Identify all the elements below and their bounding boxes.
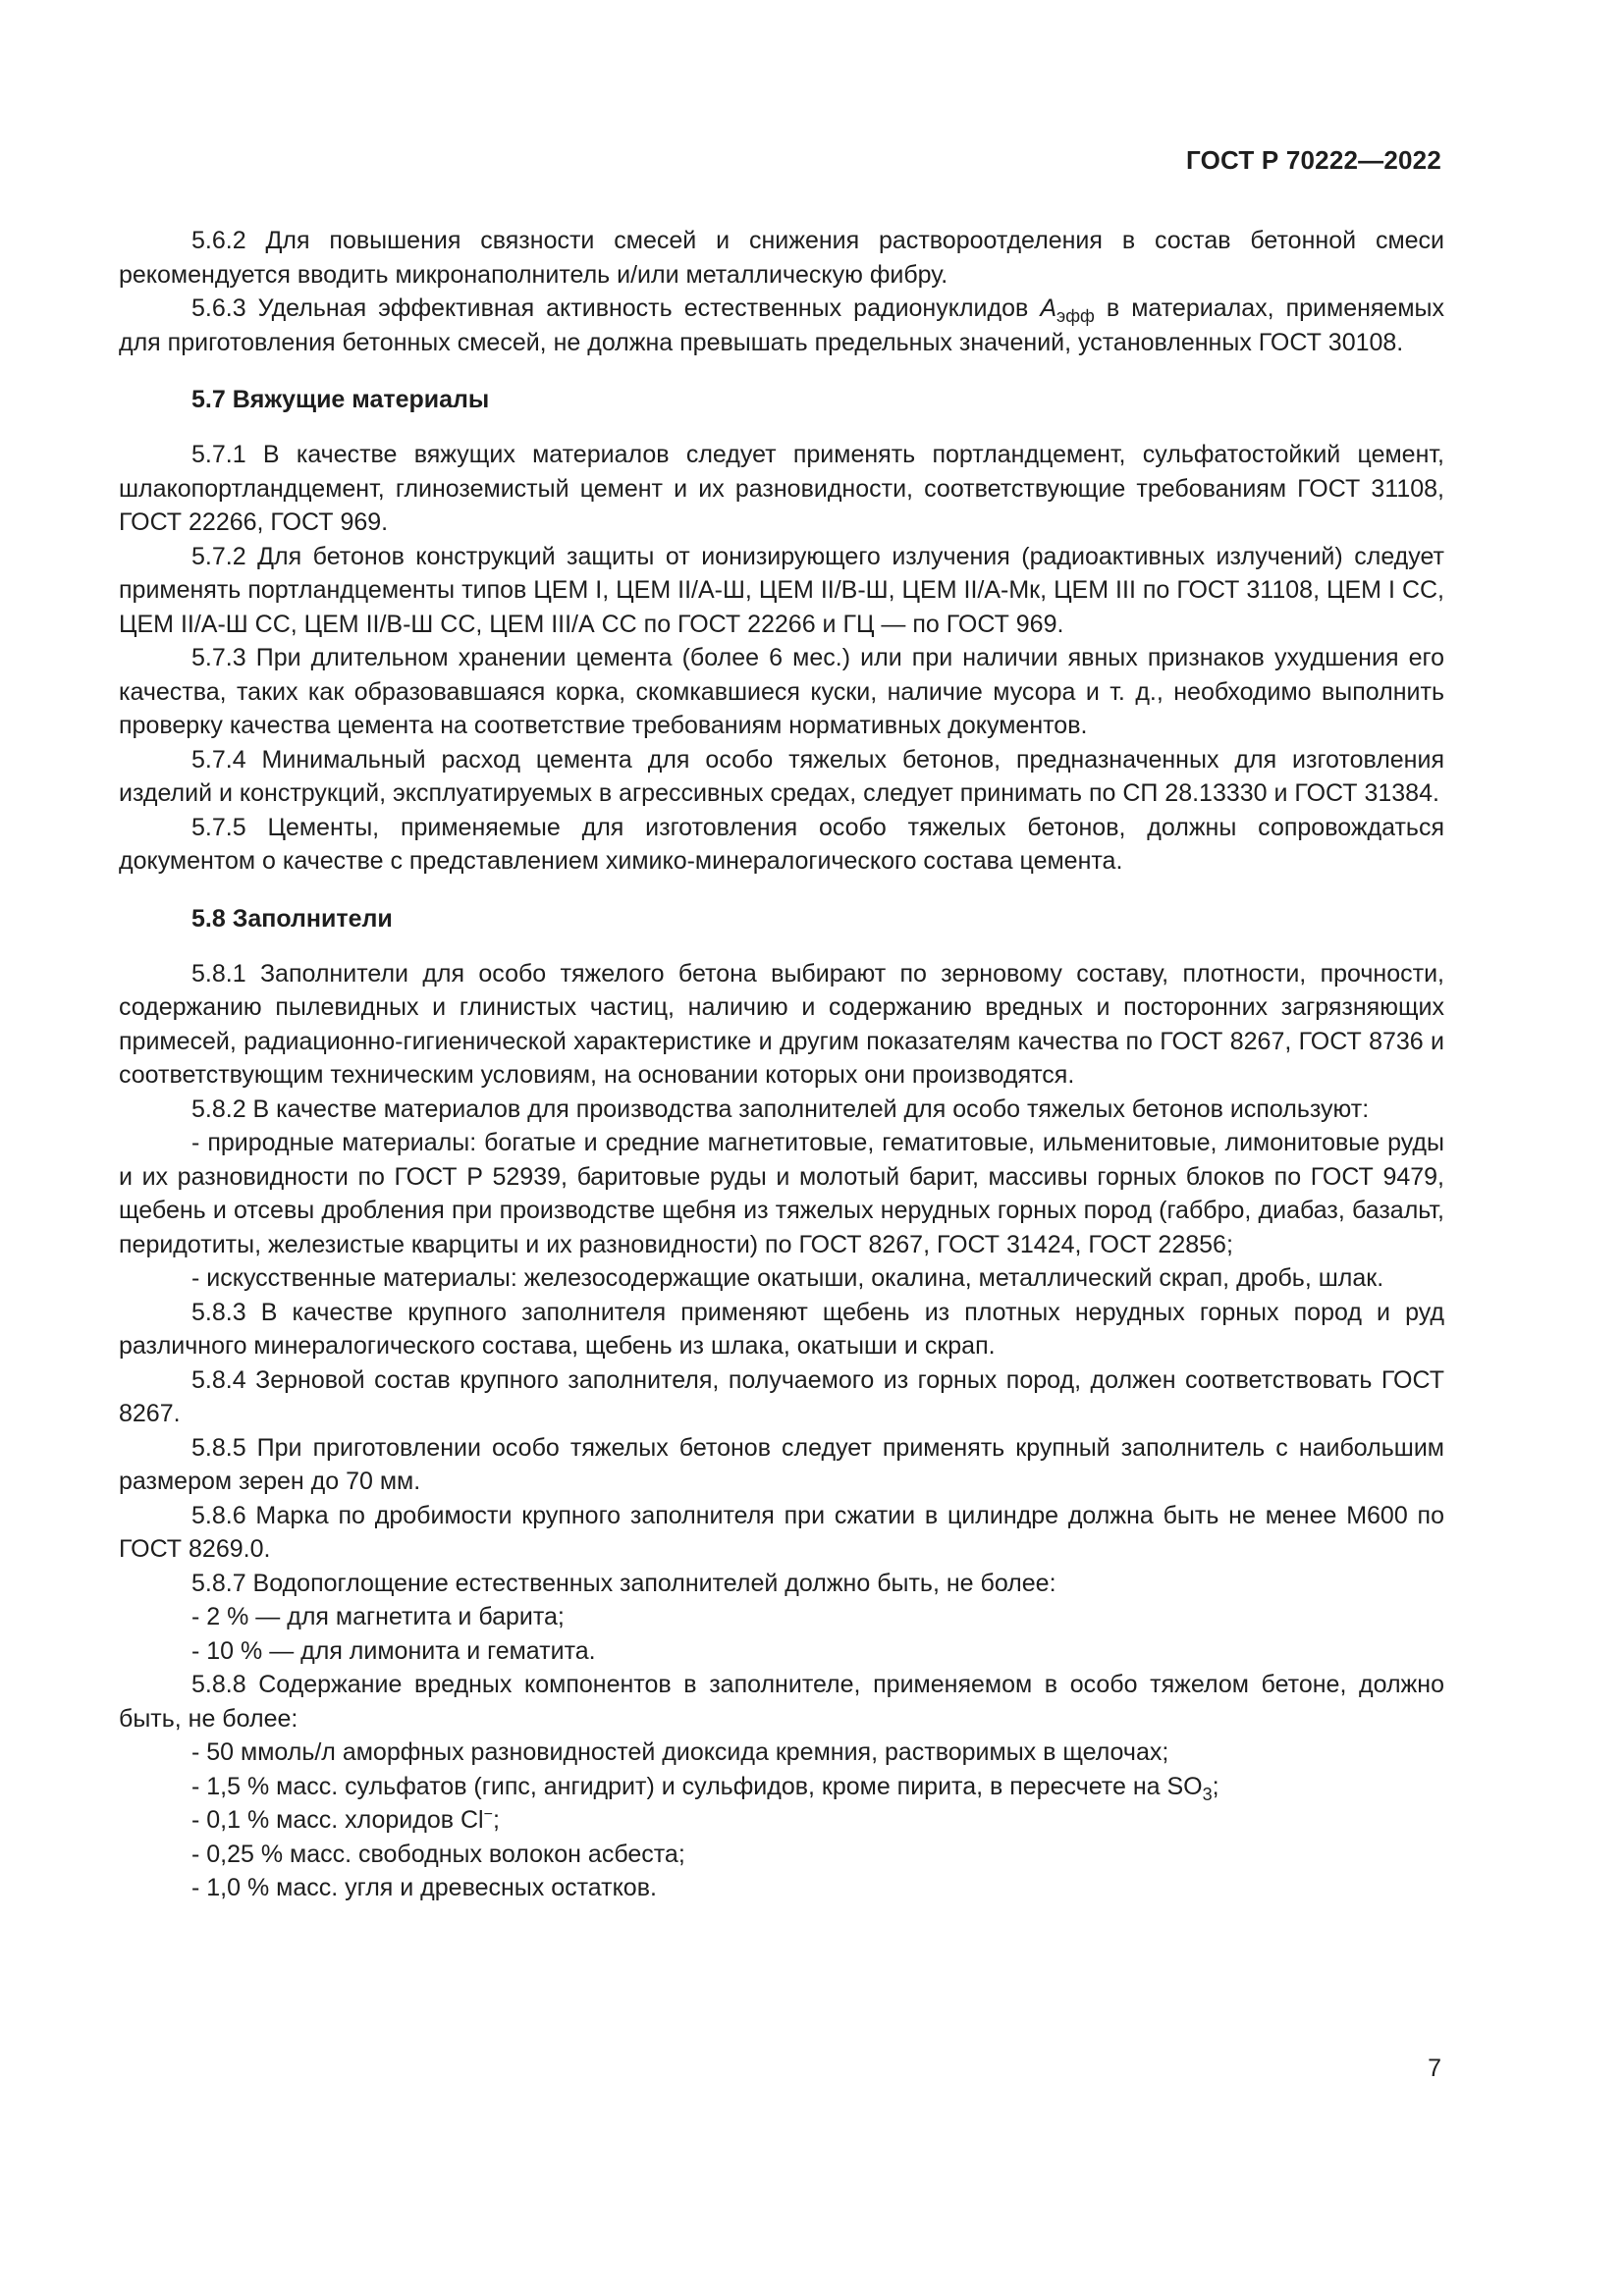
paragraph-5-8-4: 5.8.4 Зерновой состав крупного заполнителя, получаемого из горных пород, должен соответствовать ГОСТ 8267.: [119, 1365, 1444, 1427]
paragraph-5-8-3: 5.8.3 В качестве крупного заполнителя применяют щебень из плотных нерудных горных пород и руд различного минералогического состава, щебень из шлака, окатыши и скрап.: [119, 1298, 1444, 1360]
superscript-minus: −: [483, 1806, 493, 1823]
paragraph-5-8-2: 5.8.2 В качестве материалов для производства заполнителей для особо тяжелых бетонов используют:: [191, 1095, 1370, 1123]
paragraph-5-8-6: 5.8.6 Марка по дробимости крупного заполнителя при сжатии в цилиндре должна быть не менее М600 по ГОСТ 8269.0.: [119, 1501, 1444, 1563]
paragraph-5-8-7: 5.8.7 Водопоглощение естественных заполнителей должно быть, не более:: [191, 1569, 1056, 1597]
section-heading-5-7: 5.7 Вяжущие материалы: [191, 386, 490, 413]
list-item-sulfates: - 1,5 % масс. сульфатов (гипс, ангидрит) и сульфидов, кроме пирита, в пересчете на $SO_3$;: [191, 1772, 1219, 1804]
section-heading-5-8: 5.8 Заполнители: [191, 904, 393, 933]
paragraph-5-7-5: 5.7.5 Цементы, применяемые для изготовления особо тяжелых бетонов, должны сопровождаться документом о качестве с представлением химико-минералогического состава цемента.: [119, 813, 1444, 875]
paragraph-5-7-2: 5.7.2 Для бетонов конструкций защиты от ионизирующего излучения (радиоактивных излучений) следует применять портландцементы типов ЦЕМ I, ЦЕМ II/А-Ш, ЦЕМ II/В-Ш, ЦЕМ II/А-Мк, ЦЕМ III по ГОСТ 31108, ЦЕМ I СС, ЦЕМ II/А-Ш СС, ЦЕМ II/В-Ш СС, ЦЕМ III/А СС по ГОСТ 22266 и ГЦ — по ГОСТ 969.: [119, 542, 1444, 638]
document-header: ГОСТ Р 70222—2022: [1186, 145, 1441, 175]
paragraph-5-8-5: 5.8.5 При приготовлении особо тяжелых бетонов следует применять крупный заполнитель с наибольшим размером зерен до 70 мм.: [119, 1433, 1444, 1495]
list-item-silica: - 50 ммоль/л аморфных разновидностей диоксида кремния, растворимых в щелочах;: [191, 1738, 1169, 1766]
list-item-natural-materials: - природные материалы: богатые и средние магнетитовые, гематитовые, ильменитовые, лимонитовые руды и их разновидности по ГОСТ Р 52939, баритовые руды и молотый барит, массивы горных блоков по ГОСТ 9479, щебень и отсевы дробления при производстве щебня из тяжелых нерудных горных пород (габбро, диабаз, базальт, перидотиты, железистые кварциты и их разновидности) по ГОСТ 8267, ГОСТ 31424, ГОСТ 22856;: [119, 1129, 1444, 1258]
list-item-limonite: - 10 % — для лимонита и гематита.: [191, 1636, 596, 1665]
paragraph-5-6-2: 5.6.2 Для повышения связности смесей и снижения раствороотделения в состав бетонной смеси рекомендуется вводить микронаполнитель и/или металлическую фибру.: [119, 227, 1444, 289]
paragraph-5-7-1: 5.7.1 В качестве вяжущих материалов следует применять портландцемент, сульфатостойкий цемент, шлакопортландцемент, глиноземистый цемент и их разновидности, соответствующие требованиям ГОСТ 31108, ГОСТ 22266, ГОСТ 969.: [119, 441, 1444, 536]
paragraph-5-8-8: 5.8.8 Содержание вредных компонентов в заполнителе, применяемом в особо тяжелом бетоне, должно быть, не более:: [119, 1671, 1444, 1733]
subscript-eff: эфф: [1056, 306, 1095, 326]
page-number: 7: [1428, 2055, 1441, 2082]
paragraph-5-7-4: 5.7.4 Минимальный расход цемента для особо тяжелых бетонов, предназначенных для изготовления изделий и конструкций, эксплуатируемых в агрессивных средах, следует принимать по СП 28.13330 и ГОСТ 31384.: [119, 745, 1444, 807]
symbol-a: A: [1040, 294, 1057, 322]
list-item-coal: - 1,0 % масс. угля и древесных остатков.: [191, 1874, 657, 1901]
paragraph-5-8-1: 5.8.1 Заполнители для особо тяжелого бетона выбирают по зерновому составу, плотности, прочности, содержанию пылевидных и глинистых частиц, наличию и содержанию вредных и посторонних загрязняющих примесей, радиационно-гигиенической характеристике и другим показателям качества по ГОСТ 8267, ГОСТ 8736 и соответствующим техническим условиям, на основании которых они производятся.: [119, 959, 1444, 1089]
subscript-three: 3: [1202, 1784, 1213, 1804]
paragraph-5-7-3: 5.7.3 При длительном хранении цемента (более 6 мес.) или при наличии явных признаков ухудшения его качества, таких как образовавшаяся корка, скомкавшиеся куски, наличие мусора и т. д., необходимо выполнить проверку качества цемента на соответствие требованиям нормативных документов.: [119, 644, 1444, 739]
document-body: [119, 224, 1444, 1905]
list-item-magnetite: - 2 % — для магнетита и барита;: [191, 1603, 565, 1630]
list-item-chlorides: - 0,1 % масс. хлоридов Cl−;: [191, 1806, 500, 1834]
list-item-asbestos: - 0,25 % масс. свободных волокон асбеста;: [191, 1840, 685, 1868]
paragraph-5-6-3: 5.6.3 Удельная эффективная активность естественных радионуклидов $A_{эфф}$ в материалах, применяемых для приготовления бетонных смесей, не должна превышать предельных значений, установленных ГОСТ 30108.: [119, 294, 1444, 356]
list-item-artificial-materials: - искусственные материалы: железосодержащие окатыши, окалина, металлический скрап, дробь, шлак.: [191, 1264, 1384, 1292]
